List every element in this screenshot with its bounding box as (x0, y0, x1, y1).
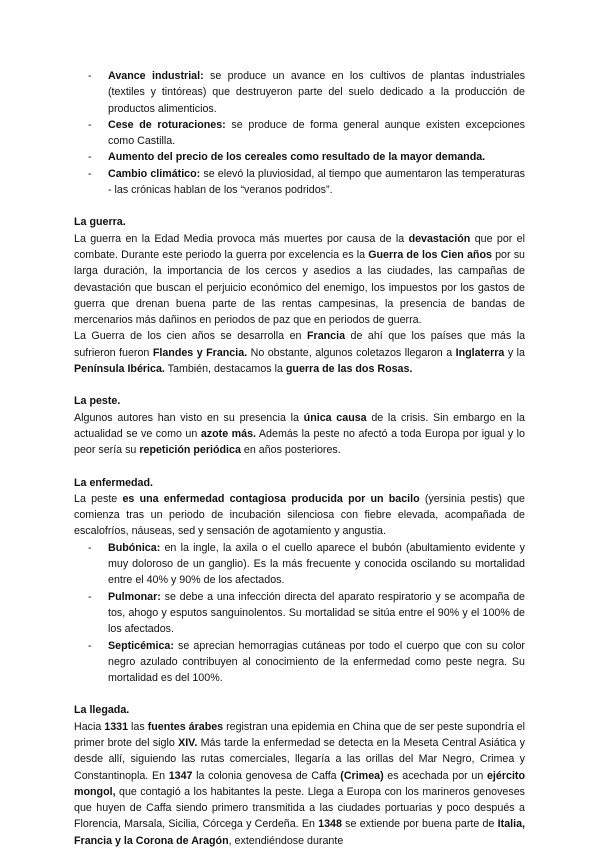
list-item: - Bubónica: en la ingle, la axila o el cuello aparece el bubón (abultamiento evidente y muy doloroso de un ganglio). Es la más frecuente y conocida oscilando su mortalidad entre el 40% y 90% de los afectados. (88, 541, 525, 587)
intro-bullet-list (74, 68, 525, 198)
list-item: - Septicémica: se aprecian hemorragias cutáneas por todo el cuerpo que con su color negro azulado contribuyen al conocimiento de la enfermedad como peste negra. Su mortalidad es del 100%. (88, 639, 525, 685)
paragraph: La peste es una enfermedad contagiosa producida por un bacilo (yersinia pestis) que comienza tras un periodo de incubación silenciosa con fiebre elevada, acompañada de escalofríos, náuseas, sed y sensación de agotamiento y angustia. (74, 492, 525, 538)
bullet-text: se aprecian hemorragias cutáneas por todo el cuerpo que con su color negro azulado contribuyen al conocimiento de la enfermedad como peste negra. Su mortalidad es del 100%. (108, 639, 525, 685)
section-title: La peste. (74, 395, 121, 408)
section-peste (74, 393, 525, 458)
bullet-lead: Pulmonar: (108, 590, 161, 603)
paragraph: Hacia 1331 las fuentes árabes registran una epidemia en China que de ser peste supondría el primer brote del siglo XIV. Más tarde la enfermedad se detecta en la Meseta Central Asiática y desde allí, siguiendo las rutas comerciales, llegaría a las orillas del Mar Negro, Crimea y Constantinopla. En 1347 la colonia genovesa de Caffa (Crimea) es acechada por un ejército mongol, que contagió a los habitantes la peste. Llega a Europa con los marineros genoveses que huyen de Caffa siendo primero transmitida a las ciudades portuarias y poco después a Florencia, Marsala, Sicilia, Córcega y Cerdeña. En 1348 se extiende por buena parte de Italia, Francia y la Corona de Aragón, extendiéndose durante (74, 720, 526, 847)
bullet-text: se produce un avance en los cultivos de plantas industriales (textiles y tintóreas) que destruyeron parte del suelo dedicado a la producción de productos alimenticios. (108, 70, 525, 115)
section-llegada (74, 702, 525, 849)
bullet-lead: Cese de roturaciones: (108, 118, 226, 131)
section-enfermedad (74, 475, 525, 687)
section-title: La guerra. (74, 216, 126, 229)
bullet-lead: Aumento del precio de los cereales como resultado de la mayor demanda. (108, 151, 486, 164)
bullet-lead: Cambio climático: (108, 167, 201, 180)
section-title: La enfermedad. (74, 476, 153, 489)
bullet-text: se elevó la pluviosidad, al tiempo que aumentaron las temperaturas - las crónicas hablan de los “veranos podridos”. (108, 167, 525, 197)
paragraph: La Guerra de los cien años se desarrolla en Francia de ahí que los países que más la sufrieron fueron Flandes y Francia. No obstante, algunos coletazos llegaron a Inglaterra y la Península Ibérica. También, destacamos la guerra de las dos Rosas. (74, 330, 526, 376)
list-item: - Cambio climático: se elevó la pluviosidad, al tiempo que aumentaron las temperaturas - las crónicas hablan de los “veranos podridos”. (88, 167, 525, 197)
disease-type-list (74, 540, 525, 687)
section-guerra (74, 214, 525, 377)
bullet-lead: Septicémica: (108, 639, 174, 652)
bullet-text: se debe a una infección directa del aparato respiratorio y se acompaña de tos, ahogo y esputos sanguinolentos. Su mortalidad se sitúa entre el 90% y el 100% de los afectados. (108, 590, 525, 636)
list-item: - Pulmonar: se debe a una infección directa del aparato respiratorio y se acompaña de tos, ahogo y esputos sanguinolentos. Su mortalidad se sitúa entre el 90% y el 100% de los afectados. (88, 590, 525, 636)
bullet-lead: Bubónica: (108, 541, 161, 554)
list-item: - Aumento del precio de los cereales como resultado de la mayor demanda. (88, 151, 486, 164)
list-item: - Avance industrial: se produce un avance en los cultivos de plantas industriales (textiles y tintóreas) que destruyeron parte del suelo dedicado a la producción de productos alimenticios. (88, 70, 525, 115)
bullet-lead: Avance industrial: (108, 70, 204, 82)
bullet-text: en la ingle, la axila o el cuello aparece el bubón (abultamiento evidente y muy doloroso de un ganglio). Es la más frecuente y conocida oscilando su mortalidad entre el 40% y 90% de los afectados. (108, 541, 525, 587)
bullet-text: se produce de forma general aunque existen excepciones como Castilla. (108, 118, 525, 148)
list-item: - Cese de roturaciones: se produce de forma general aunque existen excepciones como Castilla. (88, 118, 525, 148)
section-title: La llegada. (74, 704, 130, 717)
paragraph: La guerra en la Edad Media provoca más muertes por causa de la devastación que por el combate. Durante este periodo la guerra por excelencia es la Guerra de los Cien años por su larga duración, la importancia de los cercos y asedios a las ciudades, las campañas de devastación que buscan el perjuicio económico del enemigo, los impuestos por los gastos de guerra que drenan buena parte de las rentas campesinas, la presencia de bandas de mercenarios más dañinos en periodos de paz que en periodos de guerra. (74, 232, 525, 327)
paragraph: Algunos autores han visto en su presencia la única causa de la crisis. Sin embargo en la actualidad se ve como un azote más. Además la peste no afectó a toda Europa por igual y lo peor sería su repetición periódica en años posteriores. (74, 411, 525, 457)
